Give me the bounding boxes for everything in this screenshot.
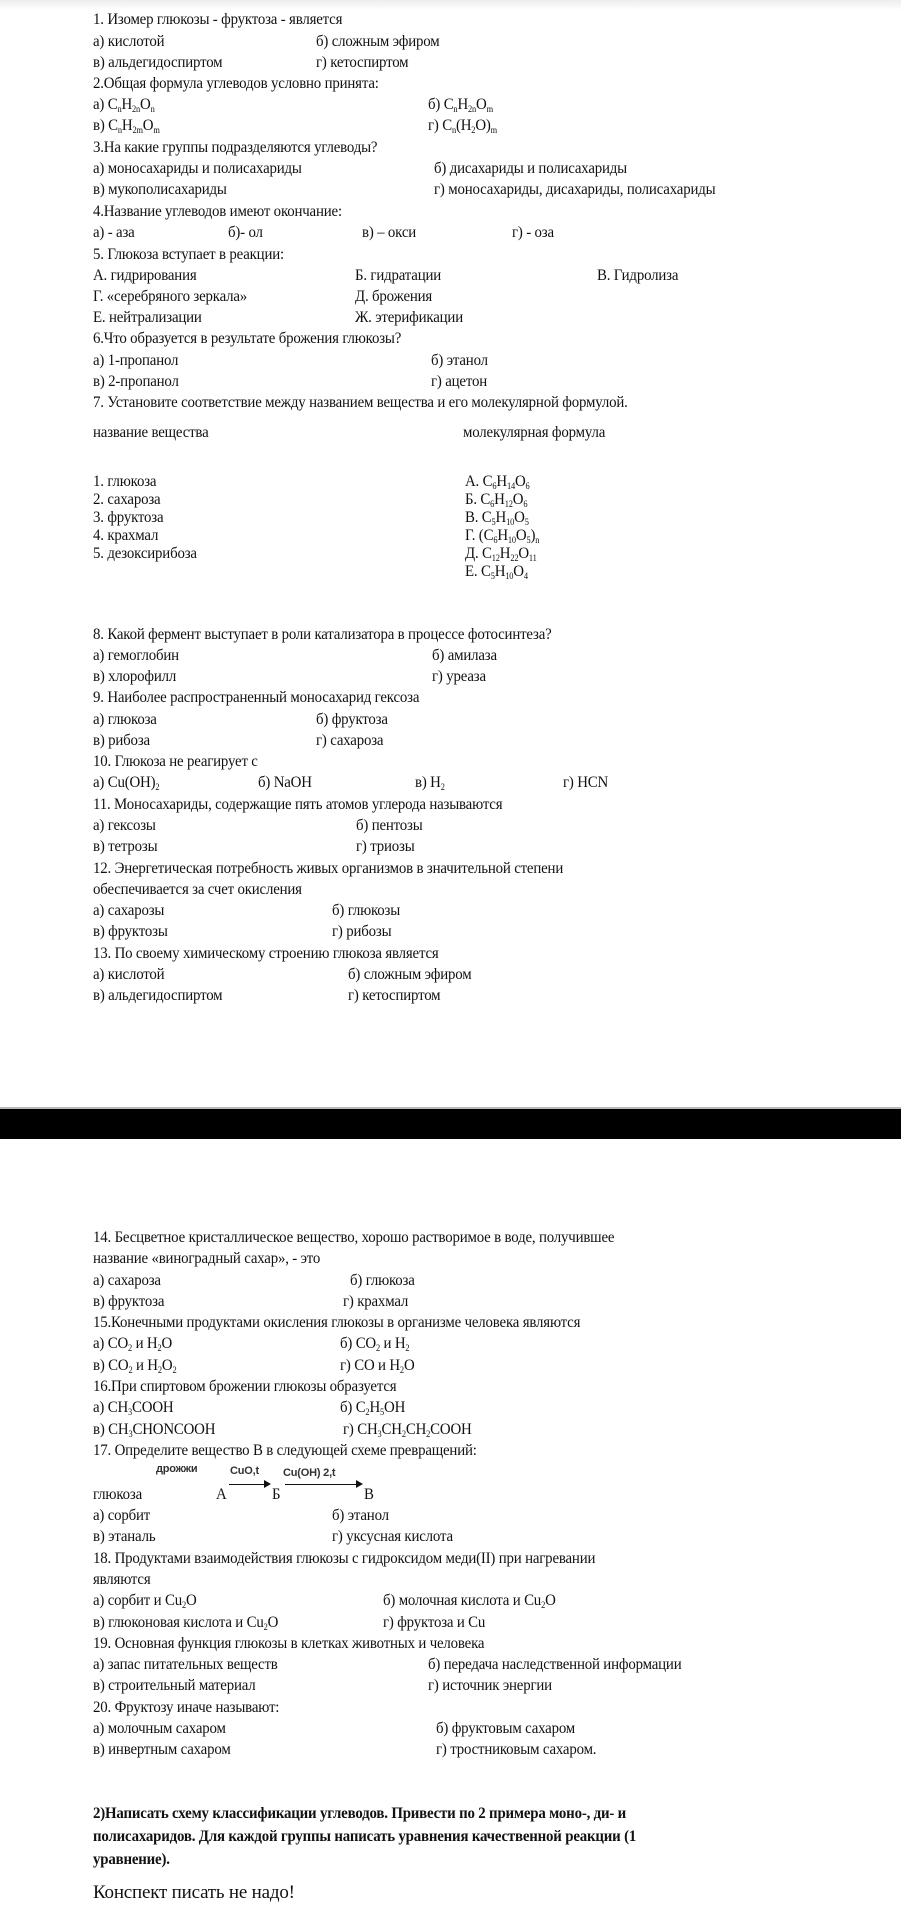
q8-option-d: г) уреаза: [432, 668, 486, 685]
question-15-title: 15.Конечными продуктами окисления глюкозы в организме человека являются: [93, 1314, 581, 1331]
question-11-title: 11. Моносахариды, содержащие пять атомов углерода называются: [93, 796, 503, 813]
q1-option-a: а) кислотой: [93, 33, 165, 50]
q12-option-b: б) глюкозы: [332, 902, 401, 919]
q5-option-A: А. гидрирования: [93, 267, 197, 284]
question-17-title: 17. Определите вещество В в следующей схеме превращений:: [93, 1442, 477, 1459]
q11-option-a: а) гексозы: [93, 817, 156, 834]
question-2-title: 2.Общая формула углеводов условно принята:: [93, 75, 379, 92]
q9-option-a: а) глюкоза: [93, 711, 157, 728]
q7-formula-E: Е. $C_5H_{10}O_4$: [465, 563, 528, 581]
q3-option-a: а) моносахариды и полисахариды: [93, 160, 302, 177]
q7-formula-A: А. $C_6H_{14}O_6$: [465, 473, 530, 491]
q16-option-c: в) $CH_3CHONCOOH$: [93, 1421, 216, 1439]
q3-option-c: в) мукополисахариды: [93, 181, 227, 198]
q9-option-b: б) фруктоза: [316, 711, 388, 728]
scheme-substance-A: А: [216, 1486, 227, 1503]
q7-name-2: 2. сахароза: [93, 491, 161, 508]
scheme-start-glucose: глюкоза: [93, 1486, 142, 1503]
question-10-title: 10. Глюкоза не реагирует с: [93, 753, 258, 770]
q11-option-b: б) пентозы: [356, 817, 423, 834]
q11-option-d: г) триозы: [356, 838, 415, 855]
q5-option-G: Г. «серебряного зеркала»: [93, 288, 248, 305]
q11-option-c: в) тетрозы: [93, 838, 158, 855]
q18-option-a: а) сорбит и $Cu_2O$: [93, 1592, 197, 1610]
q8-option-a: а) гемоглобин: [93, 647, 179, 664]
question-5-title: 5. Глюкоза вступает в реакции:: [93, 246, 284, 263]
q15-option-a: а) $CO_2$ и $H_2O$: [93, 1335, 173, 1353]
q17-option-a: а) сорбит: [93, 1507, 151, 1524]
q20-option-a: а) молочным сахаром: [93, 1720, 226, 1737]
question-18-title: 18. Продуктами взаимодействия глюкозы с гидроксидом меди(II) при нагревании: [93, 1550, 596, 1567]
q10-option-a: а) $Cu(OH)_2$: [93, 774, 160, 792]
q6-option-c: в) 2-пропанол: [93, 373, 179, 390]
q7-column-names-header: название вещества: [93, 424, 209, 441]
q18-option-b: б) молочная кислота и $Cu_2O$: [383, 1592, 556, 1610]
question-3-title: 3.На какие группы подразделяются углеводы?: [93, 139, 378, 156]
q7-formula-G: Г. $(C_6H_{10}O_5)_n$: [465, 527, 540, 545]
q2-option-c: в) $C_nH_{2m}O_m$: [93, 117, 160, 135]
question-1-title: 1. Изомер глюкозы - фруктоза - является: [93, 11, 343, 28]
top-shade: [0, 0, 901, 10]
q6-option-b: б) этанол: [431, 352, 488, 369]
q6-option-d: г) ацетон: [431, 373, 487, 390]
question-4-title: 4.Название углеводов имеют окончание:: [93, 203, 342, 220]
task-2-line-1: 2)Написать схему классификации углеводов. Привести по 2 примера моно-, ди- и: [93, 1805, 627, 1822]
q18-option-d: г) фруктоза и Cu: [383, 1614, 486, 1631]
question-14-title-cont: название «виноградный сахар», - это: [93, 1250, 321, 1267]
q19-option-a: а) запас питательных веществ: [93, 1656, 278, 1673]
q5-option-D: Д. брожения: [355, 288, 433, 305]
q10-option-c: в) $H_2$: [415, 774, 445, 792]
q14-option-a: а) сахароза: [93, 1272, 161, 1289]
q1-option-d: г) кетоспиртом: [316, 54, 409, 71]
question-7-title: 7. Установите соответствие между названием вещества и его молекулярной формулой.: [93, 394, 628, 411]
q4-option-d: г) - оза: [512, 224, 554, 241]
q7-formula-V: В. $C_5H_{10}O_5$: [465, 509, 529, 527]
q18-option-c: в) глюконовая кислота и $Cu_2O$: [93, 1614, 279, 1632]
task-2-line-3: уравнение).: [93, 1851, 170, 1868]
q7-name-1: 1. глюкоза: [93, 473, 157, 490]
q20-option-d: г) тростниковым сахаром.: [436, 1741, 597, 1758]
q12-option-a: а) сахарозы: [93, 902, 165, 919]
q20-option-b: б) фруктовым сахаром: [436, 1720, 576, 1737]
q5-option-V: В. Гидролиза: [597, 267, 679, 284]
question-12-title: 12. Энергетическая потребность живых организмов в значительной степени: [93, 860, 564, 877]
q20-option-c: в) инвертным сахаром: [93, 1741, 231, 1758]
q17-option-c: в) этаналь: [93, 1528, 156, 1545]
q7-formula-B: Б. $C_6H_{12}O_6$: [465, 491, 528, 509]
q5-option-Zh: Ж. этерификации: [355, 309, 463, 326]
question-20-title: 20. Фруктозу иначе называют:: [93, 1699, 280, 1716]
q3-option-d: г) моносахариды, дисахариды, полисахариды: [434, 181, 716, 198]
scheme-substance-B: Б: [272, 1486, 281, 1503]
q19-option-b: б) передача наследственной информации: [428, 1656, 682, 1673]
q1-option-b: б) сложным эфиром: [316, 33, 440, 50]
q12-option-d: г) рибозы: [332, 923, 392, 940]
q7-name-3: 3. фруктоза: [93, 509, 164, 526]
q4-option-a: а) - аза: [93, 224, 135, 241]
q15-option-b: б) $CO_2$ и $H_2$: [340, 1335, 410, 1353]
q15-option-d: г) CO и $H_2O$: [340, 1357, 415, 1375]
q5-option-B: Б. гидратации: [355, 267, 442, 284]
q19-option-c: в) строительный материал: [93, 1677, 256, 1694]
q5-option-E: Е. нейтрализации: [93, 309, 202, 326]
q7-name-4: 4. крахмал: [93, 527, 159, 544]
question-19-title: 19. Основная функция глюкозы в клетках животных и человека: [93, 1635, 485, 1652]
q4-option-c: в) – окси: [362, 224, 417, 241]
q6-option-a: а) 1-пропанол: [93, 352, 179, 369]
q13-option-a: а) кислотой: [93, 966, 165, 983]
scheme-arrow-1-icon: [229, 1484, 269, 1485]
page-separator-band: [0, 1107, 901, 1139]
q1-option-c: в) альдегидоспиртом: [93, 54, 223, 71]
q7-name-5: 5. дезоксирибоза: [93, 545, 197, 562]
question-8-title: 8. Какой фермент выступает в роли катализатора в процессе фотосинтеза?: [93, 626, 552, 643]
q13-option-c: в) альдегидоспиртом: [93, 987, 223, 1004]
q2-option-a: а) $C_nH_{2n}O_n$: [93, 96, 155, 114]
q7-formula-D: Д. $C_{12}H_{22}O_{11}$: [465, 545, 537, 563]
task-2-line-2: полисахаридов. Для каждой группы написать уравнения качественной реакции (1: [93, 1828, 637, 1845]
q16-option-d: г) $CH_3CH_2CH_2COOH$: [343, 1421, 472, 1439]
q14-option-d: г) крахмал: [343, 1293, 409, 1310]
q4-option-b: б)- ол: [228, 224, 263, 241]
q2-option-d: г) $C_n(H_2O)_m$: [428, 117, 497, 135]
q9-option-d: г) сахароза: [316, 732, 384, 749]
scheme-label-yeast: дрожжи: [156, 1463, 198, 1475]
q16-option-a: а) $CH_3COOH$: [93, 1399, 174, 1417]
q19-option-d: г) источник энергии: [428, 1677, 552, 1694]
q8-option-c: в) хлорофилл: [93, 668, 177, 685]
q12-option-c: в) фруктозы: [93, 923, 168, 940]
q9-option-c: в) рибоза: [93, 732, 150, 749]
question-13-title: 13. По своему химическому строению глюкоза является: [93, 945, 439, 962]
note-no-summary: Конспект писать не надо!: [93, 1882, 295, 1903]
q3-option-b: б) дисахариды и полисахариды: [434, 160, 628, 177]
question-14-title: 14. Бесцветное кристаллическое вещество, хорошо растворимое в воде, получившее: [93, 1229, 615, 1246]
q16-option-b: б) $C_2H_5OH$: [340, 1399, 406, 1417]
q14-option-c: в) фруктоза: [93, 1293, 165, 1310]
scheme-arrow-2-icon: [285, 1484, 361, 1485]
scheme-label-cuoh2: Cu(OH) 2,t: [283, 1467, 336, 1479]
q17-option-d: г) уксусная кислота: [332, 1528, 453, 1545]
q15-option-c: в) $CO_2$ и $H_2O_2$: [93, 1357, 177, 1375]
scheme-substance-V: В: [364, 1486, 374, 1503]
q10-option-b: б) NaOH: [258, 774, 312, 791]
q10-option-d: г) HCN: [563, 774, 609, 791]
q17-option-b: б) этанол: [332, 1507, 389, 1524]
q13-option-d: г) кетоспиртом: [348, 987, 441, 1004]
q2-option-b: б) $C_nH_{2n}O_m$: [428, 96, 493, 114]
q8-option-b: б) амилаза: [432, 647, 497, 664]
question-9-title: 9. Наиболее распространенный моносахарид гексоза: [93, 689, 420, 706]
question-12-title-cont: обеспечивается за счет окисления: [93, 881, 302, 898]
question-16-title: 16.При спиртовом брожении глюкозы образуется: [93, 1378, 397, 1395]
question-6-title: 6.Что образуется в результате брожения глюкозы?: [93, 330, 402, 347]
q13-option-b: б) сложным эфиром: [348, 966, 472, 983]
q7-column-formulas-header: молекулярная формула: [463, 424, 606, 441]
q14-option-b: б) глюкоза: [350, 1272, 415, 1289]
question-18-title-cont: являются: [93, 1571, 151, 1588]
scheme-label-cuo: CuO,t: [230, 1465, 259, 1477]
